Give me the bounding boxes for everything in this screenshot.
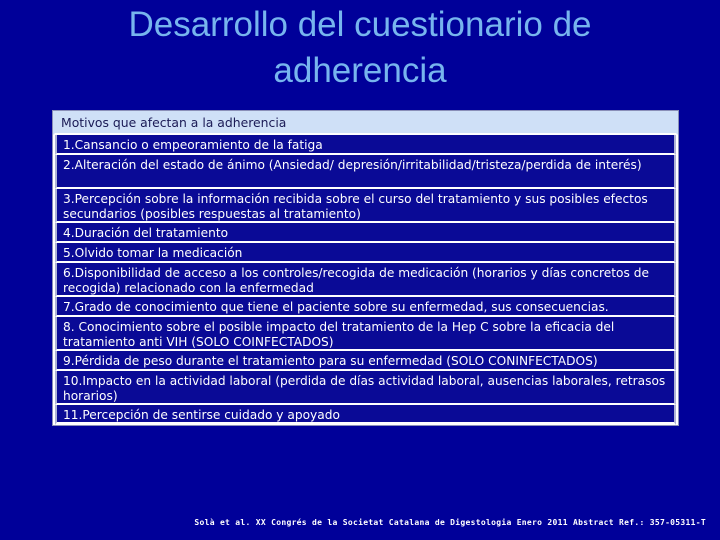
slide-title-line-1: Desarrollo del cuestionario de [128, 5, 592, 44]
table-row: 4.Duración del tratamiento [55, 223, 676, 243]
table-row: 3.Percepción sobre la información recibida sobre el curso del tratamiento y sus posibles efectos secundarios (posibles respuestas al tratamiento) [55, 189, 676, 223]
table-row: 5.Olvido tomar la medicación [55, 243, 676, 263]
slide-title [0, 2, 720, 94]
table-row: 7.Grado de conocimiento que tiene el paciente sobre su enfermedad, sus consecuencias. [55, 297, 676, 317]
slide-title-line-2: adherencia [273, 51, 447, 90]
table-row: 2.Alteración del estado de ánimo (Ansiedad/ depresión/irritabilidad/tristeza/perdida de interés) [55, 155, 676, 189]
table-row: 11.Percepción de sentirse cuidado y apoyado [55, 405, 676, 425]
citation-footer: Solà et al. XX Congrés de la Societat Catalana de Digestologia Enero 2011 Abstract Ref.: 357-05311-T [194, 518, 706, 527]
table-row: 10.Impacto en la actividad laboral (perdida de días actividad laboral, ausencias laborales, retrasos horarios) [55, 371, 676, 405]
table-header: Motivos que afectan a la adherencia [53, 111, 678, 135]
table-row: 8. Conocimiento sobre el posible impacto del tratamiento de la Hep C sobre la eficacia del tratamiento anti VIH (SOLO COINFECTADOS) [55, 317, 676, 351]
table-row: 6.Disponibilidad de acceso a los controles/recogida de medicación (horarios y días concretos de recogida) relacionado con la enfermedad [55, 263, 676, 297]
adherence-reasons-table [52, 110, 679, 426]
table-row: 9.Pérdida de peso durante el tratamiento para su enfermedad (SOLO CONINFECTADOS) [55, 351, 676, 371]
table-row: 1.Cansancio o empeoramiento de la fatiga [55, 135, 676, 155]
